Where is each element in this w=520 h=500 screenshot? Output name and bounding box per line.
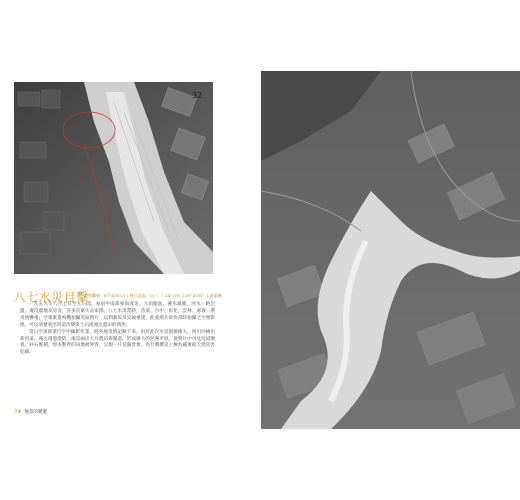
section-name: 地景的變遷 — [24, 410, 47, 415]
body-paragraph: 當日空軍即進行空中攝影作業，將各地災情記錄下來。由於此次水災規模極大，河川沖刷出新河道，溪水漫過堤防，淹沒兩岸大片農田與聚落，形成廣大的泥濘平原。從照片中可見河道變寬，砂石堆積，原本整齊的田地被沖毀，呈現一片荒蕪景象，為台灣歷史上極為嚴重的天然災害紀錄。 — [20, 329, 215, 356]
meta-separator: | — [207, 293, 210, 298]
body-paragraph: 一九五九年八月七日至九日間，豪雨中南部豪雨成災，大雨傾盆，溪水暴漲，河水一路氾濫，淹沒農地及房舍，許多民眾失去家園。八七水災當時，苗栗、台中、彰化、雲林、嘉義一帶災情慘重，空軍派遣飛機拍攝災區照片，以利救災及災後重建。此張照片即為當時拍攝之空照影像，可以清楚看出河道改變與土石流淹沒農田的情形。 — [20, 302, 215, 328]
coordinates: （ 24° 5'N 120° 43'E） — [159, 293, 206, 298]
photo-metadata — [84, 293, 222, 299]
article-title: 八七水災目擊 — [14, 290, 89, 304]
meta-separator: | — [157, 293, 160, 298]
aerial-photo-right — [261, 71, 520, 429]
page-footer — [14, 409, 47, 415]
article-body — [20, 302, 215, 357]
aerial-photo-left — [14, 82, 213, 274]
location: 苗栗縣 — [209, 293, 222, 298]
photo-number: 空照圖號：6774/5021 — [84, 293, 126, 298]
meta-separator: | — [127, 293, 130, 298]
page-number: 74 — [14, 409, 21, 415]
svg-text:32: 32 — [192, 91, 203, 100]
flight-altitude: 飛行高度：10' — [129, 293, 156, 298]
